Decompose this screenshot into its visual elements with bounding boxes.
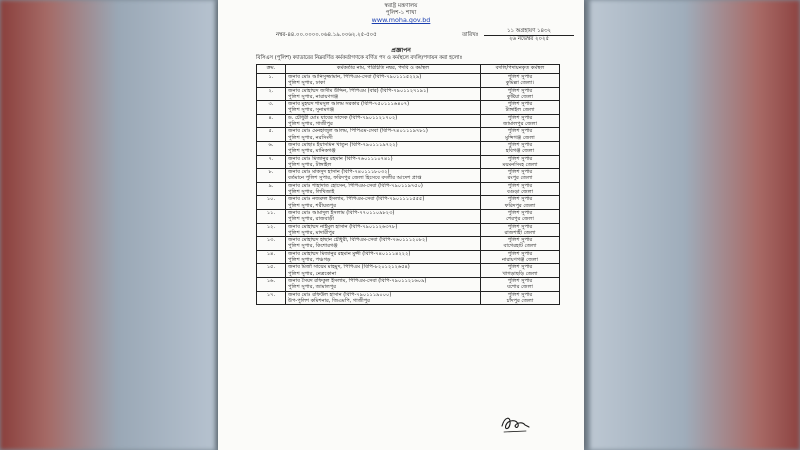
new-post-district: যশোর জেলা [507,284,533,291]
new-post-district: কুষ্টিয়া জেলা [506,93,534,100]
date-bangla: ১১ অগ্রহায়ণ ১৪৩২ [484,28,574,36]
row-new-posting [481,114,560,128]
table-header-row [257,65,560,74]
officer-current-post: পুলিশ সুপার, টাঙ্গাইল [288,161,332,168]
officer-current-post: পুলিশ সুপার, রাজবাড়ী [288,216,334,223]
header-serial: ক্রম. [257,65,286,74]
header-officer: কর্মকর্তার নাম, পরিচিতি নম্বর, পদবি ও কর্মস্থল [286,65,481,74]
row-new-posting [481,237,560,251]
officer-name: জনাব মোহাম্মদ জসীম উদ্দিন, পিপিএম (বার) (বিপি-৭৯০১১২৭১৯১) [288,87,429,94]
new-post-title: পুলিশ সুপার [507,182,533,189]
officer-current-post: বর্তমানে পুলিশ সুপার, ফরিদপুর জেলা হিসেবে বদলীর আদেশ প্রাপ্ত [288,175,422,182]
table-row [257,196,560,210]
transfer-table [256,64,560,305]
officer-name: জনাব মোহাম্মদ নাইমুল হাসান (বিপি-৭৯০১১২৬৩৭৮) [288,223,398,230]
reference-line [226,29,576,45]
new-post-district: রংপুর জেলা [507,175,533,182]
table-row [257,223,560,237]
new-post-district: চাঁদপুর জেলা [506,297,534,304]
row-new-posting [481,250,560,264]
row-serial: ৬. [257,141,286,155]
row-officer [286,196,481,210]
ministry-name: স্বরাষ্ট্র মন্ত্রণালয় [384,3,418,9]
row-new-posting [481,182,560,196]
row-serial: ১০. [257,196,286,210]
row-serial: ৮. [257,169,286,183]
table-row [257,155,560,169]
officer-current-post: পুলিশ সুপার, নেত্রকোনা [288,270,337,277]
row-officer [286,155,481,169]
table-row [257,291,560,305]
new-post-title: পুলিশ সুপার [507,237,533,244]
notice-intro: বিসিএস (পুলিশ) ক্যাডারের নিম্নবর্ণিত কর্মকর্তাগণকে বর্ণিত পদ ও কর্মস্থলে বদলি/পদায়ন করা হলোঃ [256,55,463,61]
row-serial: ৭. [257,155,286,169]
blurred-background-left [0,0,215,450]
row-new-posting [481,101,560,115]
officer-name: জনাব মোছাঃ ইয়াসমিন খাতুন (বিপি-৭৯০১১১৯৭২২) [288,141,398,148]
new-post-district: খাগড়াছড়ি জেলা [502,270,538,277]
new-post-title: পুলিশ সুপার [507,169,533,176]
row-officer [286,237,481,251]
date-label: তারিখঃ [462,32,479,38]
row-officer [286,74,481,88]
officer-current-post: পুলিশ সুপার, পঞ্চগড় [288,257,331,264]
row-new-posting [481,128,560,142]
row-serial: ১১. [257,209,286,223]
row-new-posting [481,87,560,101]
row-serial: ৫. [257,128,286,142]
officer-name: ড. চৌধুরী মোঃ যাবের সাদেক (বিপি-৭৯০১১২১৭০২) [288,114,398,121]
new-post-district: রাজশাহী জেলা [504,229,536,236]
new-post-district: শেরপুর জেলা [506,216,534,223]
row-officer [286,87,481,101]
signature-mark [496,410,536,438]
row-serial: ৯. [257,182,286,196]
document-page [218,0,584,450]
officer-current-post: পুলিশ সুপার, মানিকগঞ্জ [288,148,336,155]
table-row [257,277,560,291]
table-row [257,74,560,88]
row-officer [286,291,481,305]
notice-title: প্রজ্ঞাপন [391,47,411,54]
officer-name: জনাব মোঃ মেনহাজুল আলম, পিপিএম-সেবা (বিপি-৭৪০১১১৯৭৮১) [288,128,428,135]
row-serial: ১৬. [257,277,286,291]
table-row [257,209,560,223]
header-posting: বদলি/পদায়নকৃত কর্মস্থল [481,65,560,74]
officer-current-post: পুলিশ সুপার, জামালপুর [288,284,337,291]
row-new-posting [481,196,560,210]
new-post-district: জামালপুর জেলা [503,121,537,128]
row-new-posting [481,169,560,183]
date-values [484,28,574,43]
new-post-district: মুন্সিগঞ্জ জেলা [505,134,535,141]
row-officer [286,182,481,196]
row-new-posting [481,74,560,88]
officer-name: জনাব মোঃ রফিউল হাসান (বিপি-৭৯০১১১৯০০০) [288,291,392,298]
officer-current-post: পুলিশ সুপার, নরসিংদী [288,134,333,141]
new-post-title: পুলিশ সুপার [507,277,533,284]
document-header [218,3,584,24]
row-new-posting [481,141,560,155]
officer-name: জনাব মোঃ আনিসুজ্জামান, পিপিএম-সেবা (বিপি-৭৯০১১১৫২২৯) [288,74,422,80]
officer-current-post: পুলিশ সুপার, ঢাকা [288,80,326,87]
row-serial: ৪. [257,114,286,128]
row-serial: ১৪. [257,250,286,264]
new-post-title: পুলিশ সুপার [507,128,533,135]
row-officer [286,223,481,237]
officer-name: জনাব মুহম্মদ শামসুল আলম সরকার (বিপি-৭৫০১১১৬৪০৭) [288,101,410,108]
table-row [257,169,560,183]
new-post-district: বগুড়া জেলা [507,189,533,196]
officer-name: জনাব সৈয়দ রফিকুল ইসলাম, পিপিএম-সেবা (বিপি-৭৯০১১২১৬০৯) [288,277,427,284]
row-new-posting [481,291,560,305]
officer-name: জনাব মোঃ মাকসুদ হাসান (বিপি-৭৪০১১১৮০৩২) [288,169,390,176]
row-officer [286,250,481,264]
table-row [257,114,560,128]
officer-name: জনাব মোহাম্মদ মিজানুর রহমান মুন্সী (বিপি-৭৪০১১১৪২২২) [288,250,411,257]
table-row [257,128,560,142]
officer-name: জনাব মোঃ মিজানুর রহমান (বিপি-৭৬০১১১০৭৪১) [288,155,393,162]
new-post-title: পুলিশ সুপার [507,101,533,108]
table-body [257,74,560,305]
new-post-district: কুমিল্লা জেলা। [505,80,535,87]
row-officer [286,277,481,291]
row-serial: ১৩. [257,237,286,251]
new-post-title: পুলিশ সুপার [507,223,533,230]
new-post-title: পুলিশ সুপার [507,291,533,298]
table-row [257,264,560,278]
table-row [257,87,560,101]
table-row [257,237,560,251]
row-new-posting [481,264,560,278]
officer-name: জনাব মোহাম্মদ হাছান চৌধুরী, বিপিএম-সেবা (বিপি-৭৬০১১১২০৮২) [288,237,428,244]
table-row [257,141,560,155]
row-serial: ১৭. [257,291,286,305]
row-officer [286,264,481,278]
officer-name: জনাব মোঃ শাহাদাত হোসেন, পিপিএম-সেবা (বিপি-৭৯০১১৯৭৫০) [288,182,423,189]
memo-label: নম্বর- [276,32,288,38]
table-row [257,182,560,196]
officer-name: জনাব মোঃ নজরুল ইসলাম, পিপিএম-সেবা (বিপি-৭৯০১১১১৫৫৫) [288,196,425,203]
row-serial: ১৫. [257,264,286,278]
row-serial: ৩. [257,101,286,115]
table-row [257,250,560,264]
officer-current-post: পুলিশ সুপার, কিশোরগঞ্জ [288,243,338,250]
new-post-title: পুলিশ সুপার [507,87,533,94]
row-officer [286,141,481,155]
new-post-district: হবিগঞ্জ জেলা [505,148,535,155]
date-english: ২৬ নভেম্বর ২০২৫ [509,36,549,42]
new-post-district: বাগেরহাট জেলা [503,243,537,250]
row-officer [286,169,481,183]
row-new-posting [481,155,560,169]
website-link[interactable]: www.moha.gov.bd [371,16,431,24]
row-serial: ১২. [257,223,286,237]
row-officer [286,128,481,142]
table-row [257,101,560,115]
row-serial: ২. [257,87,286,101]
row-officer [286,209,481,223]
new-post-title: পুলিশ সুপার [507,196,533,203]
new-post-title: পুলিশ সুপার [507,264,533,271]
new-post-district: ফরিদপুর জেলা [504,202,536,209]
officer-name: জনাব মির্জা সায়েম মাহমুদ, পিপিএম (বিপি-৮২০১২১২৬৫৪) [288,264,410,271]
memo-number [276,32,377,40]
officer-current-post: উপ-পুলিশ কমিশনার, জিএমপি, গাজীপুর [288,297,370,304]
row-new-posting [481,209,560,223]
officer-current-post: পুলিশ সুপার, গাজীপুর [288,121,333,128]
new-post-title: পুলিশ সুপার [507,250,533,257]
row-officer [286,114,481,128]
new-post-district: টাঙ্গাইল জেলা [505,107,535,114]
row-serial: ১. [257,74,286,88]
officer-current-post: পুলিশ সুপার, নারায়ণগঞ্জ [288,93,339,100]
officer-current-post: পুলিশ সুপার, লিখিজাই [288,189,335,196]
officer-current-post: পুলিশ সুপার, সুনামগঞ্জ [288,107,335,114]
officer-name: জনাব মোঃ আমাদুল ইসলাম (বিপি-৭৭০১১০৯৮২৩) [288,209,395,216]
branch-name: পুলিশ-১ শাখা [385,10,417,16]
row-new-posting [481,277,560,291]
new-post-title: পুলিশ সুপার [507,155,533,162]
new-post-title: পুলিশ সুপার [507,114,533,121]
memo-value: ৪৪.০০.০০০০.০৬৪.১৯.০০৬২.২৫-৫০৫ [287,32,377,38]
new-post-district: নারায়ণগঞ্জ জেলা [501,257,539,264]
row-officer [286,101,481,115]
officer-current-post: পুলিশ সুপার, মাদারীপুর [288,229,335,236]
new-post-title: পুলিশ সুপার [507,141,533,148]
officer-current-post: পুলিশ সুপার, শরীয়তপুর [288,202,337,209]
blurred-background-right [590,0,800,450]
new-post-title: পুলিশ সুপার [507,74,533,80]
new-post-district: ময়মনসিংহ জেলা [502,161,538,168]
new-post-title: পুলিশ সুপার [507,209,533,216]
row-new-posting [481,223,560,237]
